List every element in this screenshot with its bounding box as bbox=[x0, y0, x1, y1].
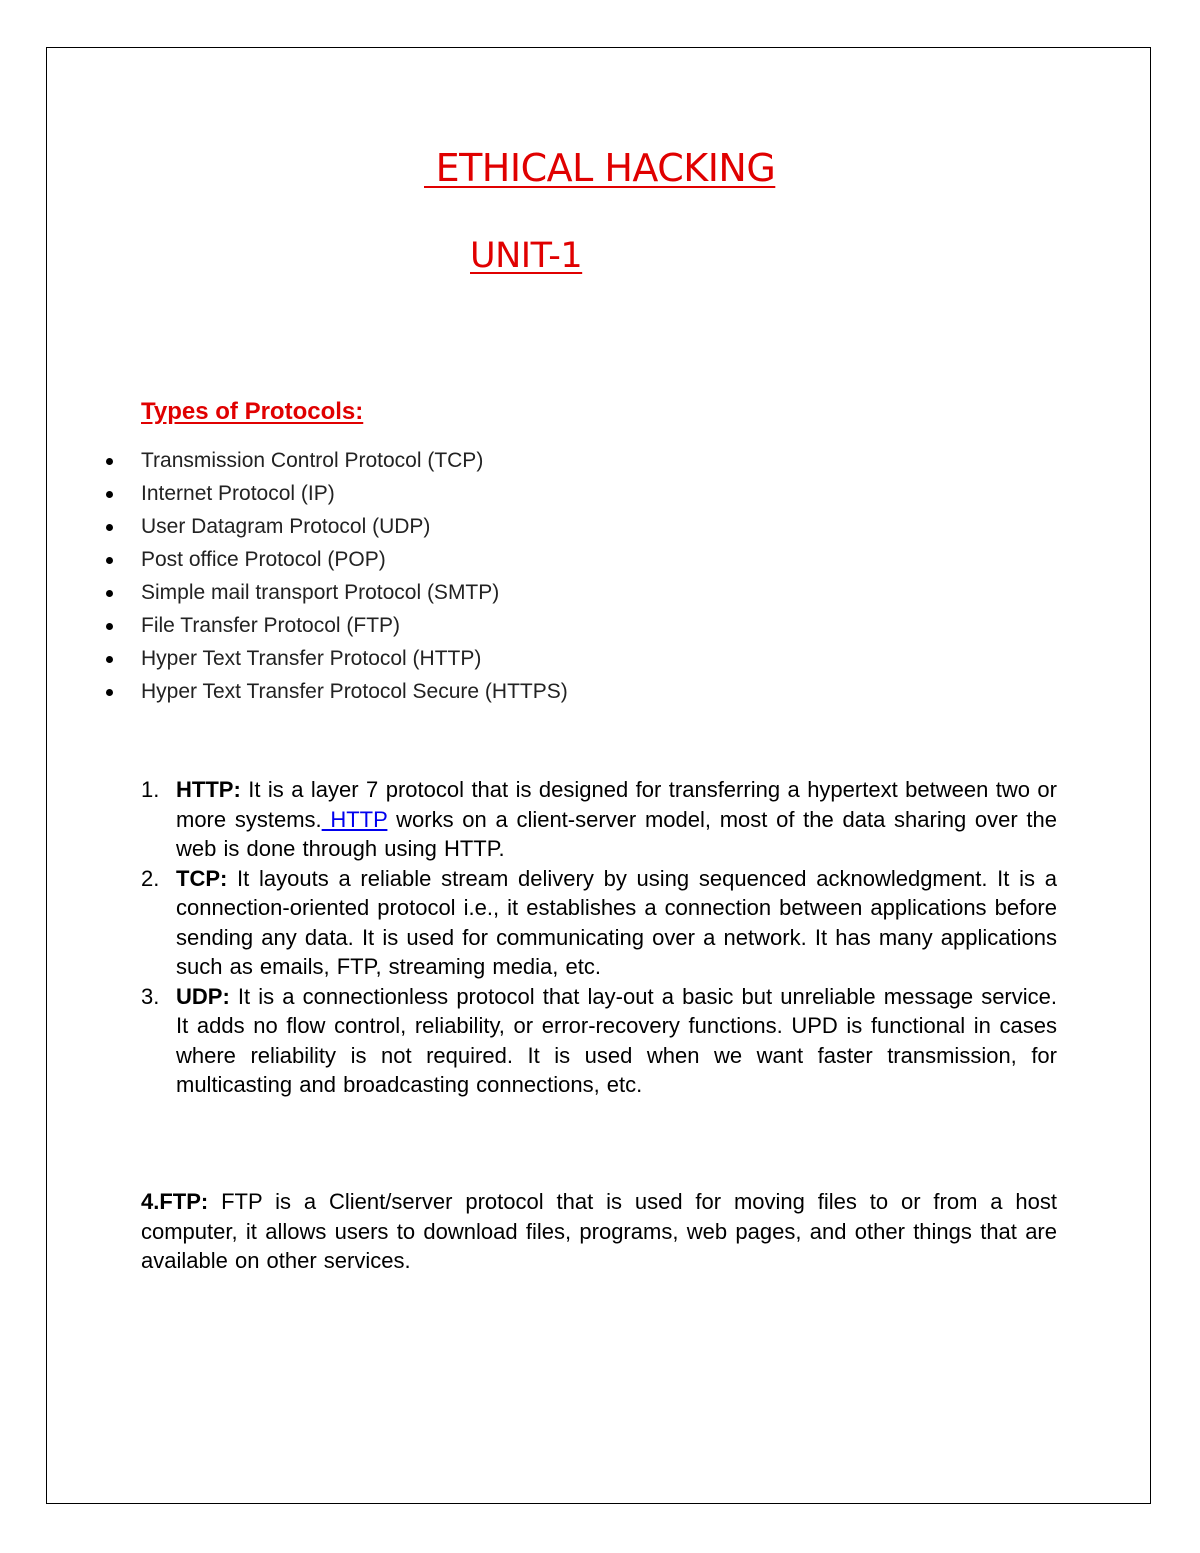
list-item: Hyper Text Transfer Protocol (HTTP) bbox=[100, 644, 568, 677]
item-text: It is a connectionless protocol that lay-out a basic but unreliable message service. It adds no flow control, reliability, or error-recovery functions. UPD is functional in cases where reliability is not required. It is used when we want faster transmission, for multicasting and broadcasting connections, etc. bbox=[176, 983, 1057, 1097]
item-number: 1. bbox=[141, 777, 160, 802]
item-text: It layouts a reliable stream delivery by using sequenced acknowledgment. It is a connection-oriented protocol i.e., it establishes a connection between applications before sending any data. It is used for communicating over a network. It has many applications such as emails, FTP, streaming media, etc. bbox=[176, 865, 1057, 979]
ftp-description bbox=[141, 1187, 1057, 1276]
item-label: HTTP: bbox=[176, 777, 241, 802]
item-text: works on a client-server model, most of the data sharing over the web is done through using HTTP. bbox=[176, 806, 1057, 861]
item-text: FTP is a Client/server protocol that is used for moving files to or from a host computer, it allows users to download files, programs, web pages, and other things that are available on other services. bbox=[141, 1189, 1057, 1273]
item-label: 4.FTP: bbox=[141, 1189, 209, 1214]
udp-description bbox=[141, 982, 1057, 1100]
list-item: Transmission Control Protocol (TCP) bbox=[100, 446, 568, 479]
list-item: Simple mail transport Protocol (SMTP) bbox=[100, 578, 568, 611]
list-item: Hyper Text Transfer Protocol Secure (HTTPS) bbox=[100, 677, 568, 710]
tcp-description bbox=[141, 864, 1057, 982]
http-link[interactable]: HTTP bbox=[321, 806, 388, 832]
protocol-list bbox=[100, 446, 568, 710]
http-description bbox=[141, 775, 1057, 864]
list-item: Internet Protocol (IP) bbox=[100, 479, 568, 512]
document-title: ETHICAL HACKING bbox=[424, 146, 776, 190]
unit-heading: UNIT-1 bbox=[470, 236, 583, 276]
protocol-descriptions bbox=[141, 775, 1057, 1100]
item-number: 3. bbox=[141, 983, 160, 1009]
item-label: TCP: bbox=[176, 865, 228, 891]
section-heading: Types of Protocols: bbox=[141, 398, 364, 425]
list-item: Post office Protocol (POP) bbox=[100, 545, 568, 578]
list-item: User Datagram Protocol (UDP) bbox=[100, 512, 568, 545]
item-number: 2. bbox=[141, 865, 160, 891]
item-label: UDP: bbox=[176, 983, 230, 1009]
item-text: It is a layer 7 protocol that is designed for transferring a hypertext between two or more systems. bbox=[176, 777, 1057, 832]
list-item: File Transfer Protocol (FTP) bbox=[100, 611, 568, 644]
